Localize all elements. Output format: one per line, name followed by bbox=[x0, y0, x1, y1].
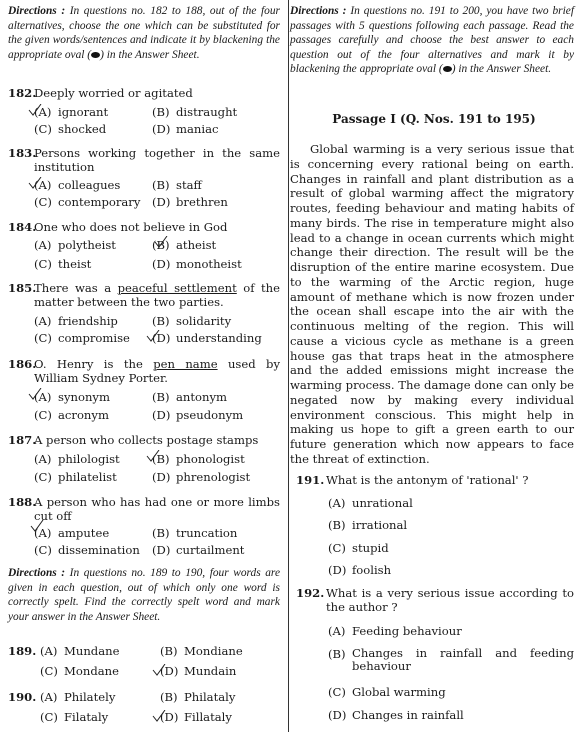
question-number: 182. bbox=[8, 86, 37, 100]
option-189-c[interactable] bbox=[40, 664, 119, 678]
underlined-phrase: pen name bbox=[153, 357, 218, 371]
directions-label: Directions : bbox=[290, 5, 347, 17]
directions-text: In questions no. 182 to 188, out of the four alternatives, choose the one which can be substituted for the given words/sentences and indicate it by blackening the appropriate oval ( bbox=[8, 5, 280, 61]
option-label: (B) bbox=[152, 526, 170, 540]
directions-text: In questions no. 191 to 200, you have two brief passages with 5 questions following each passage. Read the passages carefully and choose the best answer to each question out of the four alternatives and mark it by blackening the appropriate oval ( bbox=[290, 5, 574, 75]
option-186-a[interactable] bbox=[34, 390, 110, 404]
directions-label: Directions : bbox=[8, 5, 66, 17]
option-text: unrational bbox=[352, 496, 413, 510]
option-text: dissemination bbox=[58, 543, 140, 557]
option-189-a[interactable] bbox=[40, 644, 119, 658]
option-text: synonym bbox=[58, 390, 110, 404]
option-185-d[interactable] bbox=[152, 331, 262, 345]
option-text: distraught bbox=[176, 105, 238, 119]
option-text: Changes in rainfall bbox=[352, 708, 464, 722]
option-text: Fillataly bbox=[184, 710, 232, 724]
question-number: 183. bbox=[8, 146, 37, 160]
option-label: (B) bbox=[152, 238, 170, 252]
option-183-a[interactable] bbox=[34, 178, 120, 192]
option-text: antonym bbox=[176, 390, 228, 404]
option-190-d[interactable] bbox=[160, 710, 232, 724]
option-text: Philataly bbox=[184, 690, 236, 704]
option-text: shocked bbox=[58, 122, 107, 136]
option-label: (C) bbox=[34, 408, 52, 422]
option-text: Philately bbox=[64, 690, 116, 704]
option-label: (D) bbox=[328, 563, 347, 577]
option-label: (B) bbox=[152, 314, 170, 328]
option-label: (D) bbox=[152, 470, 171, 484]
directions-182-188 bbox=[8, 4, 280, 62]
underlined-phrase: peaceful settlement bbox=[117, 281, 237, 295]
question-text: Persons working together in the same institution bbox=[34, 146, 280, 174]
option-label: (C) bbox=[34, 331, 52, 345]
option-text: foolish bbox=[352, 563, 392, 577]
option-188-b[interactable] bbox=[152, 526, 237, 540]
option-text: amputee bbox=[58, 526, 110, 540]
option-182-d[interactable] bbox=[152, 122, 219, 136]
option-text: theist bbox=[58, 257, 92, 271]
option-191-b[interactable] bbox=[328, 518, 407, 532]
option-text: atheist bbox=[176, 238, 217, 252]
option-label: (B) bbox=[152, 452, 170, 466]
option-186-c[interactable] bbox=[34, 408, 109, 422]
column-divider bbox=[288, 0, 289, 732]
option-label: (D) bbox=[152, 195, 171, 209]
option-label: (B) bbox=[152, 105, 170, 119]
option-text: ignorant bbox=[58, 105, 109, 119]
option-text: Mondiane bbox=[184, 644, 243, 658]
option-label: (C) bbox=[328, 541, 346, 555]
option-label: (A) bbox=[34, 390, 52, 404]
filled-oval-icon bbox=[443, 66, 452, 72]
option-text: monotheist bbox=[176, 257, 242, 271]
option-183-c[interactable] bbox=[34, 195, 140, 209]
option-182-c[interactable] bbox=[34, 122, 106, 136]
option-text: solidarity bbox=[176, 314, 232, 328]
option-text: Changes in rainfall and feeding behaviour bbox=[352, 646, 574, 673]
option-190-c[interactable] bbox=[40, 710, 108, 724]
question-text: O. Henry is the bbox=[34, 357, 154, 371]
option-187-d[interactable] bbox=[152, 470, 250, 484]
option-187-a[interactable] bbox=[34, 452, 120, 466]
option-text: staff bbox=[176, 178, 202, 192]
option-label: (A) bbox=[34, 314, 52, 328]
question-number: 190. bbox=[8, 690, 37, 704]
question-number: 188. bbox=[8, 495, 37, 509]
option-183-b[interactable] bbox=[152, 178, 202, 192]
question-number: 191. bbox=[296, 473, 325, 487]
filled-oval-icon bbox=[91, 52, 100, 58]
option-label: (D) bbox=[152, 331, 171, 345]
option-label: (A) bbox=[34, 105, 52, 119]
option-text: curtailment bbox=[176, 543, 245, 557]
passage-title: Passage I (Q. Nos. 191 to 195) bbox=[332, 112, 536, 126]
question-text: Deeply worried or agitated bbox=[34, 86, 193, 100]
option-text: acronym bbox=[58, 408, 109, 422]
directions-191-200 bbox=[290, 4, 574, 77]
option-184-d[interactable] bbox=[152, 257, 242, 271]
option-label: (D) bbox=[328, 708, 347, 722]
directions-label: Directions : bbox=[8, 567, 66, 579]
option-187-b[interactable] bbox=[152, 452, 245, 466]
option-text: friendship bbox=[58, 314, 118, 328]
option-text: Mondane bbox=[64, 664, 119, 678]
option-label: (D) bbox=[160, 664, 179, 678]
question-number: 192. bbox=[296, 586, 325, 600]
option-label: (A) bbox=[34, 526, 52, 540]
passage-text: Global warming is a very serious issue that is concerning every rational being on earth. Changes in rainfall and plant distribution as a result of global warming affect the migratory routes, feeding behaviour and mating habits of many birds. The rise in temperature might also lead to a change in ocean currents which might change their direction. The result will be the disruption of the entire marine ecosystem. Due to the warming of the Arctic region, huge amount of methane which is now frozen under the ocean shall escape into the air with the continuous melting of the region. This will cause a vicious cycle as methane is a green house gas that traps heat in the atmosphere and the added emissions might increase the warming process. The damage done can only be negated now by making every individual environment conscious. This might help in making us hope to gift a green earth to our future generation which now appears to face the threat of extinction. bbox=[290, 142, 574, 466]
option-text: truncation bbox=[176, 526, 238, 540]
option-label: (A) bbox=[34, 238, 52, 252]
option-185-a[interactable] bbox=[34, 314, 118, 328]
option-190-a[interactable] bbox=[40, 690, 115, 704]
option-text: irrational bbox=[352, 518, 408, 532]
option-190-b[interactable] bbox=[160, 690, 235, 704]
option-188-c[interactable] bbox=[34, 543, 140, 557]
option-184-c[interactable] bbox=[34, 257, 91, 271]
option-label: (B) bbox=[160, 644, 178, 658]
option-label: (B) bbox=[152, 178, 170, 192]
option-text: phonologist bbox=[176, 452, 245, 466]
option-text: brethren bbox=[176, 195, 228, 209]
option-189-b[interactable] bbox=[160, 644, 243, 658]
option-text: Filataly bbox=[64, 710, 109, 724]
option-label: (C) bbox=[328, 685, 346, 699]
option-label: (C) bbox=[40, 664, 58, 678]
question-text-end: used by William Sydney Porter. bbox=[34, 357, 281, 385]
option-label: (C) bbox=[34, 470, 52, 484]
question-text: What is a very serious issue according to the author ? bbox=[326, 586, 574, 614]
question-text: What is the antonym of 'rational' ? bbox=[326, 473, 529, 487]
option-192-b[interactable] bbox=[328, 647, 574, 673]
question-number: 187. bbox=[8, 433, 37, 447]
option-text: Feeding behaviour bbox=[352, 624, 462, 638]
option-191-a[interactable] bbox=[328, 496, 413, 510]
option-text: Mundain bbox=[184, 664, 237, 678]
option-label: (C) bbox=[34, 195, 52, 209]
option-192-d[interactable] bbox=[328, 708, 464, 722]
option-label: (D) bbox=[152, 122, 171, 136]
option-text: understanding bbox=[176, 331, 262, 345]
option-label: (A) bbox=[40, 690, 58, 704]
option-185-b[interactable] bbox=[152, 314, 231, 328]
option-text: contemporary bbox=[58, 195, 141, 209]
question-number: 185. bbox=[8, 281, 37, 295]
question-text: One who does not believe in God bbox=[34, 220, 228, 234]
option-182-b[interactable] bbox=[152, 105, 237, 119]
option-text: Mundane bbox=[64, 644, 120, 658]
option-label: (D) bbox=[152, 408, 171, 422]
option-183-d[interactable] bbox=[152, 195, 228, 209]
directions-189-190 bbox=[8, 566, 280, 624]
option-label: (B) bbox=[328, 647, 346, 661]
question-text: A person who has had one or more limbs cut off bbox=[34, 495, 280, 523]
option-189-d[interactable] bbox=[160, 664, 236, 678]
option-label: (A) bbox=[40, 644, 58, 658]
option-186-b[interactable] bbox=[152, 390, 227, 404]
option-188-d[interactable] bbox=[152, 543, 244, 557]
option-label: (C) bbox=[34, 543, 52, 557]
option-text: compromise bbox=[58, 331, 130, 345]
option-186-d[interactable] bbox=[152, 408, 243, 422]
option-label: (A) bbox=[34, 178, 52, 192]
option-label: (A) bbox=[328, 624, 346, 638]
option-184-a[interactable] bbox=[34, 238, 116, 252]
option-text: phrenologist bbox=[176, 470, 251, 484]
option-185-c[interactable] bbox=[34, 331, 130, 345]
directions-text-end: ) in the Answer Sheet. bbox=[100, 48, 200, 61]
question-text-end: of the matter between the two parties. bbox=[34, 281, 280, 309]
option-187-c[interactable] bbox=[34, 470, 117, 484]
question-text: A person who collects postage stamps bbox=[34, 433, 259, 447]
option-192-c[interactable] bbox=[328, 685, 446, 699]
option-label: (B) bbox=[328, 518, 346, 532]
option-text: maniac bbox=[176, 122, 219, 136]
option-label: (B) bbox=[160, 690, 178, 704]
option-text: Global warming bbox=[352, 685, 446, 699]
option-label: (C) bbox=[40, 710, 58, 724]
option-192-a[interactable] bbox=[328, 624, 462, 638]
question-number: 184. bbox=[8, 220, 37, 234]
option-text: philatelist bbox=[58, 470, 117, 484]
option-text: philologist bbox=[58, 452, 120, 466]
question-number: 189. bbox=[8, 644, 37, 658]
option-182-a[interactable] bbox=[34, 105, 108, 119]
option-label: (D) bbox=[152, 257, 171, 271]
option-191-c[interactable] bbox=[328, 541, 389, 555]
option-191-d[interactable] bbox=[328, 563, 391, 577]
question-number: 186. bbox=[8, 357, 37, 371]
option-text: polytheist bbox=[58, 238, 116, 252]
option-label: (C) bbox=[34, 122, 52, 136]
option-label: (D) bbox=[160, 710, 179, 724]
option-label: (A) bbox=[34, 452, 52, 466]
option-184-b[interactable] bbox=[152, 238, 216, 252]
option-label: (B) bbox=[152, 390, 170, 404]
option-text: stupid bbox=[352, 541, 389, 555]
option-188-a[interactable] bbox=[34, 526, 109, 540]
option-text: pseudonym bbox=[176, 408, 244, 422]
option-label: (D) bbox=[152, 543, 171, 557]
option-label: (A) bbox=[328, 496, 346, 510]
directions-text-end: ) in the Answer Sheet. bbox=[451, 63, 552, 75]
option-label: (C) bbox=[34, 257, 52, 271]
question-text: There was a bbox=[34, 281, 118, 295]
directions-text: In questions no. 189 to 190, four words are given in each question, out of which only one word is correctly spelt. Find the correctly spelt word and mark your answer in the Answer Sheet. bbox=[8, 567, 280, 623]
option-text: colleagues bbox=[58, 178, 121, 192]
